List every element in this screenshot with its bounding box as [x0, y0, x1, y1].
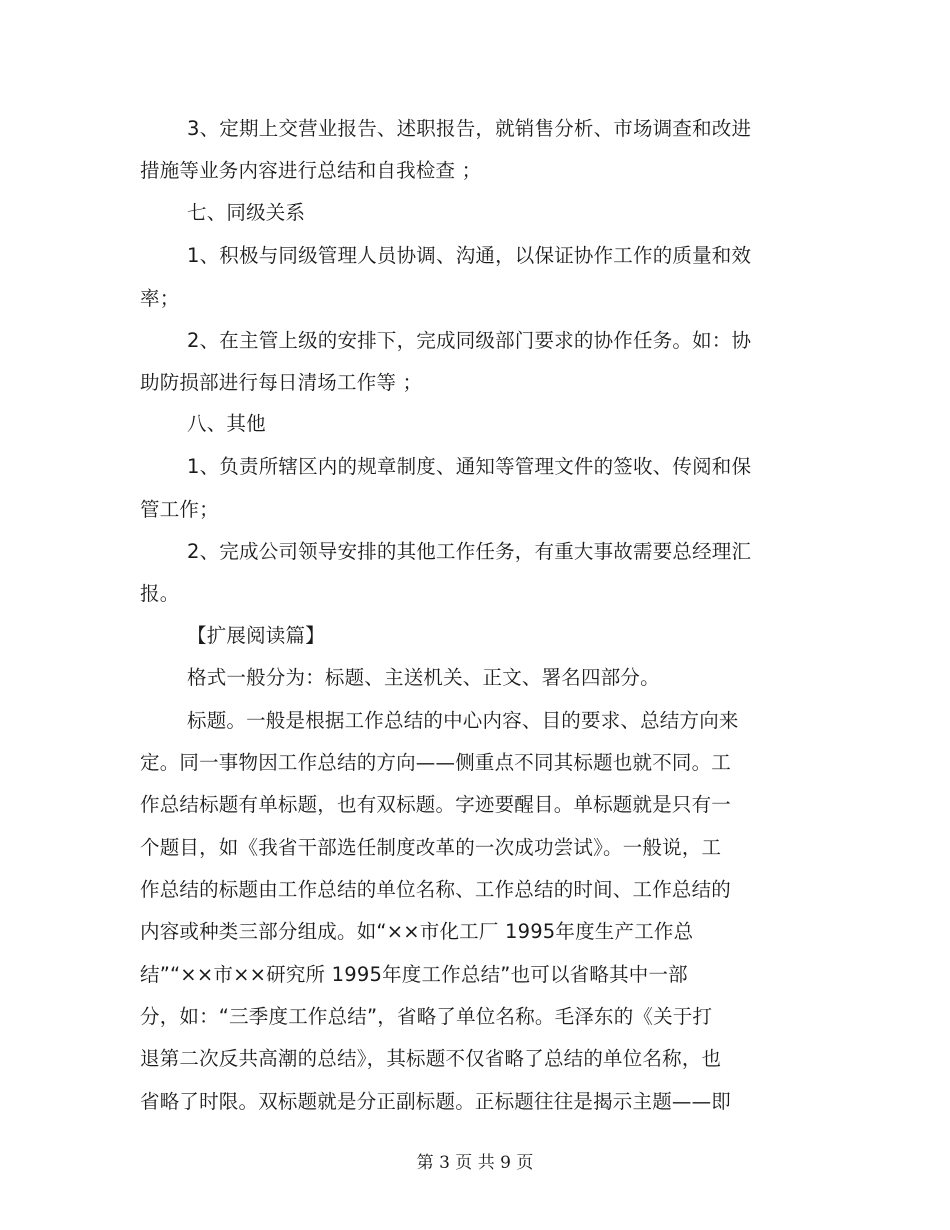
paragraph-line: 格式一般分为：标题、主送机关、正文、署名四部分。 [187, 666, 660, 689]
paragraph-line: 退第二次反共高潮的总结》，其标题不仅省略了总结的单位名称，也 [140, 1047, 722, 1070]
paragraph-line: 2、在主管上级的安排下，完成同级部门要求的协作任务。如：协 [187, 329, 752, 352]
section-heading: 七、同级关系 [187, 201, 306, 224]
paragraph-line: 定。同一事物因工作总结的方向——侧重点不同其标题也就不同。工 [140, 751, 732, 774]
paragraph-line: 措施等业务内容进行总结和自我检查 ； [140, 159, 482, 182]
paragraph-line: 报。 [140, 582, 180, 605]
paragraph-line: 2、完成公司领导安排的其他工作任务，有重大事故需要总经理汇 [187, 540, 752, 563]
paragraph-line: 作总结标题有单标题，也有双标题。字迹要醒目。单标题就是只有一 [140, 793, 732, 816]
paragraph-line: 省略了时限。双标题就是分正副标题。正标题往往是揭示主题——即 [140, 1090, 732, 1113]
paragraph-line: 1、积极与同级管理人员协调、沟通，以保证协作工作的质量和效 [187, 244, 752, 267]
section-heading: 八、其他 [187, 412, 266, 435]
paragraph-line: 率； [140, 287, 180, 310]
paragraph-line: 作总结的标题由工作总结的单位名称、工作总结的时间、工作总结的 [140, 878, 732, 901]
paragraph-line: 结”“××市××研究所 1995年度工作总结”也可以省略其中一部 [140, 963, 688, 986]
paragraph-line: 内容或种类三部分组成。如“××市化工厂 1995年度生产工作总 [140, 920, 694, 943]
paragraph-line: 助防损部进行每日清场工作等 ； [140, 371, 423, 394]
paragraph-line: 标题。一般是根据工作总结的中心内容、目的要求、总结方向来 [187, 709, 739, 732]
paragraph-line: 3、定期上交营业报告、述职报告，就销售分析、市场调查和改进 [187, 117, 752, 140]
paragraph-line: 个题目，如《我省干部选任制度改革的一次成功尝试》。一般说，工 [140, 836, 722, 859]
page-number-footer: 第 3 页 共 9 页 [416, 1153, 534, 1173]
paragraph-line: 分，如：“三季度工作总结”，省略了单位名称。毛泽东的《关于打 [140, 1005, 713, 1028]
paragraph-line: 1、负责所辖区内的规章制度、通知等管理文件的签收、传阅和保 [187, 455, 752, 478]
paragraph-line: 管工作； [140, 498, 219, 521]
section-heading: 【扩展阅读篇】 [187, 624, 325, 647]
